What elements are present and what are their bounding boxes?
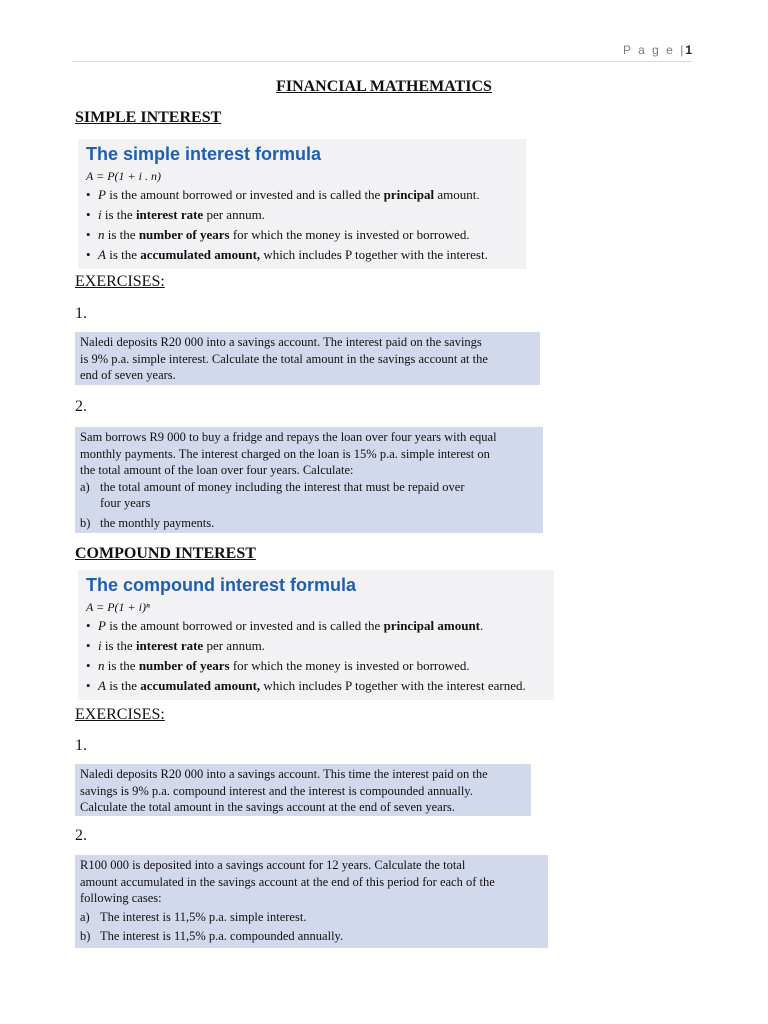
simple-ex1-line-1: Naledi deposits R20 000 into a savings account. The interest paid on the savings [80, 335, 482, 349]
compound-ex2-line-3: following cases: [80, 891, 162, 905]
compound-exercise-1-number: 1. [75, 737, 87, 754]
document-title: FINANCIAL MATHEMATICS [276, 78, 492, 95]
simple-ex2-line-1: Sam borrows R9 000 to buy a fridge and repays the loan over four years with equal [80, 430, 497, 444]
compound-formula-box [78, 570, 554, 700]
simple-def-a: • A is the accumulated amount, which includes P together with the interest. [86, 245, 518, 265]
compound-exercise-2-box [75, 855, 548, 948]
compound-formula-equation: A = P(1 + i)ⁿ [86, 600, 150, 614]
simple-def-n: • n is the number of years for which the money is invested or borrowed. [86, 225, 518, 245]
page-word: P a g e [623, 43, 675, 57]
simple-exercise-2-box [75, 427, 543, 533]
simple-def-p: • P is the amount borrowed or invested and is called the principal amount. [86, 185, 518, 205]
compound-ex1-line-2: savings is 9% p.a. compound interest and the interest is compounded annually. [80, 783, 473, 798]
header-rule [72, 61, 692, 62]
simple-ex2-line-3: the total amount of the loan over four years. Calculate: [80, 463, 354, 477]
compound-formula-title: The compound interest formula [86, 575, 357, 595]
compound-exercise-1-box [75, 764, 531, 816]
compound-ex1-line-1: Naledi deposits R20 000 into a savings account. This time the interest paid on the [80, 767, 488, 781]
compound-interest-heading: COMPOUND INTEREST [75, 545, 256, 562]
simple-exercise-2-number: 2. [75, 398, 87, 415]
simple-formula-title: The simple interest formula [86, 144, 322, 164]
simple-exercise-1-box [75, 332, 540, 385]
simple-ex2-line-2: monthly payments. The interest charged on the loan is 15% p.a. simple interest on [80, 446, 490, 461]
compound-def-a: • A is the accumulated amount, which includes P together with the interest earned. [86, 676, 546, 696]
simple-ex2-part-b: b) the monthly payments. [80, 515, 215, 530]
simple-formula-definitions [86, 185, 518, 265]
compound-def-n: • n is the number of years for which the money is invested or borrowed. [86, 656, 546, 676]
compound-formula-definitions [86, 616, 546, 696]
page-header [623, 43, 692, 57]
page-number: 1 [685, 43, 692, 57]
compound-exercises-label: EXERCISES: [75, 706, 165, 723]
simple-formula-equation: A = P(1 + i . n) [86, 169, 161, 183]
simple-def-i: • i is the interest rate per annum. [86, 205, 518, 225]
simple-interest-heading: SIMPLE INTEREST [75, 109, 222, 126]
compound-ex1-line-3: Calculate the total amount in the savings account at the end of seven years. [80, 800, 455, 814]
simple-formula-box [78, 139, 526, 269]
compound-def-p: • P is the amount borrowed or invested and is called the principal amount. [86, 616, 546, 636]
compound-exercise-2-number: 2. [75, 827, 87, 844]
compound-ex2-line-1: R100 000 is deposited into a savings account for 12 years. Calculate the total [80, 858, 466, 872]
simple-ex1-line-3: end of seven years. [80, 368, 176, 382]
simple-ex1-line-2: is 9% p.a. simple interest. Calculate the total amount in the savings account at the [80, 351, 488, 366]
compound-ex2-line-2: amount accumulated in the savings account at the end of this period for each of the [80, 874, 495, 889]
simple-exercise-1-number: 1. [75, 305, 87, 322]
simple-ex2-part-a: a) the total amount of money including the interest that must be repaid over four years [80, 479, 465, 510]
compound-ex2-part-b: b) The interest is 11,5% p.a. compounded annually. [80, 929, 344, 943]
simple-exercises-label: EXERCISES: [75, 273, 165, 290]
compound-def-i: • i is the interest rate per annum. [86, 636, 546, 656]
page-separator: | [680, 43, 686, 57]
compound-ex2-part-a: a) The interest is 11,5% p.a. simple interest. [80, 909, 307, 924]
